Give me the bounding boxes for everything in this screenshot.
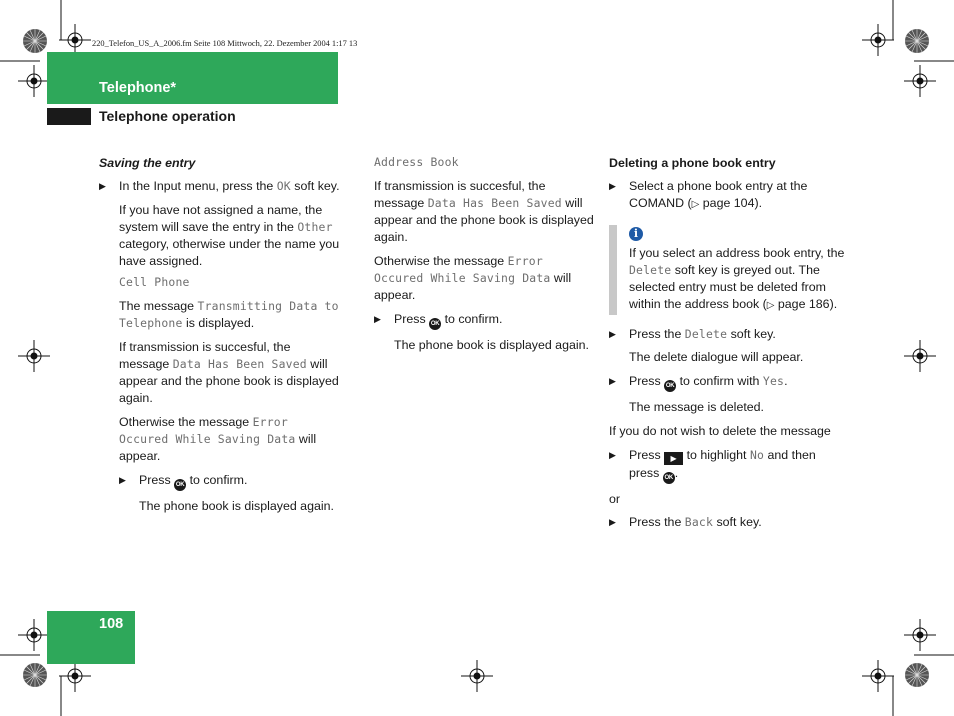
crosshair-mark-left-middle bbox=[18, 340, 50, 372]
text-run: will appear and the phone book is displayed again. bbox=[119, 357, 339, 405]
body-paragraph: The delete dialogue will appear. bbox=[629, 350, 804, 364]
instruction-step bbox=[609, 178, 849, 213]
or-text: or bbox=[609, 492, 621, 506]
text-run: will appear. bbox=[374, 271, 572, 302]
crosshair-mark-right-upper bbox=[904, 65, 936, 97]
ok-button-icon: OK bbox=[663, 472, 675, 484]
display-text-cell-phone: Cell Phone bbox=[119, 275, 190, 289]
info-note bbox=[609, 225, 849, 314]
deleting-entry-heading: Deleting a phone book entry bbox=[609, 156, 776, 170]
bullet-arrow-icon: ▶ bbox=[609, 329, 616, 339]
play-button-icon: ▶ bbox=[664, 452, 683, 465]
display-text-error: Error Occured While Saving Data bbox=[374, 254, 551, 285]
step-text: In the Input menu, press the bbox=[119, 179, 277, 193]
crosshair-mark-right-middle bbox=[904, 340, 936, 372]
column-3 bbox=[609, 155, 849, 531]
subsection-marker bbox=[47, 108, 91, 125]
instruction-step bbox=[374, 311, 596, 330]
bullet-arrow-icon: ▶ bbox=[609, 450, 616, 460]
step-text: soft key. bbox=[727, 327, 776, 341]
starburst-mark-bottom-right bbox=[904, 662, 930, 688]
crosshair-mark-bottom-center bbox=[461, 660, 493, 692]
display-text-error: Error Occured While Saving Data bbox=[119, 415, 296, 446]
display-text-saved: Data Has Been Saved bbox=[172, 357, 307, 371]
column-2 bbox=[374, 154, 596, 354]
ok-button-icon: OK bbox=[174, 479, 186, 491]
file-header-line: 220_Telefon_US_A_2006.fm Seite 108 Mittwoch, 22. Dezember 2004 1:17 13 bbox=[92, 39, 358, 48]
column-1 bbox=[99, 155, 344, 515]
starburst-mark-bottom-left bbox=[22, 662, 48, 688]
softkey-delete: Delete bbox=[629, 263, 672, 277]
body-paragraph bbox=[119, 202, 344, 270]
body-paragraph bbox=[119, 339, 344, 407]
info-text bbox=[629, 245, 849, 314]
text-run: Otherwise the message bbox=[119, 415, 253, 429]
text-run: If you have not assigned a name, the system will save the entry in the bbox=[119, 203, 323, 234]
page-number: 108 bbox=[99, 616, 124, 632]
text-run: If you select an address book entry, the bbox=[629, 246, 845, 260]
text-run: If transmission is succesful, the message bbox=[119, 340, 291, 371]
crosshair-mark-bottom-right bbox=[862, 660, 894, 692]
bullet-arrow-icon: ▶ bbox=[609, 181, 616, 191]
starburst-mark-top-right bbox=[904, 28, 930, 54]
ok-button-icon: OK bbox=[429, 318, 441, 330]
subsection-title: Telephone operation bbox=[99, 108, 236, 124]
step-text: Press the bbox=[629, 515, 685, 529]
body-paragraph bbox=[119, 414, 344, 465]
starburst-mark-top-left bbox=[22, 28, 48, 54]
step-text: Press bbox=[139, 473, 175, 487]
instruction-step bbox=[119, 472, 344, 491]
instruction-step bbox=[609, 326, 849, 343]
section-header-bar bbox=[47, 52, 338, 104]
bullet-arrow-icon: ▶ bbox=[99, 181, 106, 191]
ok-button-icon: OK bbox=[664, 380, 676, 392]
text-run: Otherwise the message bbox=[374, 254, 508, 268]
crosshair-mark-bottom-left bbox=[59, 660, 91, 692]
text-run: will appear and the phone book is displayed again. bbox=[374, 196, 594, 244]
text-run: If transmission is succesful, the message bbox=[374, 179, 546, 210]
crosshair-mark-left-upper bbox=[18, 65, 50, 97]
crosshair-mark-right-lower bbox=[904, 619, 936, 651]
softkey-delete: Delete bbox=[684, 327, 728, 341]
info-icon: i bbox=[629, 227, 643, 241]
text-run: soft key is greyed out. The selected entry must be deleted from within the address book ( bbox=[629, 263, 826, 311]
bullet-arrow-icon: ▶ bbox=[374, 314, 381, 324]
display-text-other: Other bbox=[297, 220, 333, 234]
text-run: category, otherwise under the name you have assigned. bbox=[119, 237, 340, 268]
step-text: . bbox=[784, 374, 788, 388]
step-text: and then press bbox=[629, 448, 816, 480]
instruction-step bbox=[99, 178, 344, 195]
step-text: Press the bbox=[629, 327, 685, 341]
step-text: Press bbox=[629, 374, 665, 388]
softkey-ok: OK bbox=[276, 179, 291, 193]
instruction-step bbox=[609, 514, 849, 531]
display-text-yes: Yes bbox=[762, 374, 785, 388]
page-reference-arrow-icon: ▷ bbox=[691, 199, 700, 210]
body-paragraph: The message is deleted. bbox=[629, 400, 764, 414]
instruction-step bbox=[609, 447, 849, 484]
crosshair-mark-top-right bbox=[862, 24, 894, 56]
bullet-arrow-icon: ▶ bbox=[609, 376, 616, 386]
step-text: to confirm. bbox=[186, 473, 248, 487]
body-paragraph bbox=[119, 298, 344, 332]
display-text-no: No bbox=[749, 448, 765, 462]
step-text: to confirm. bbox=[441, 312, 503, 326]
display-text-transmitting: Transmitting Data to Telephone bbox=[119, 299, 339, 330]
body-paragraph: If you do not wish to delete the message bbox=[609, 424, 831, 438]
section-title: Telephone* bbox=[99, 80, 177, 96]
step-text: to highlight bbox=[683, 448, 750, 462]
softkey-back: Back bbox=[684, 515, 714, 529]
step-text: Select a phone book entry at the COMAND ( bbox=[629, 179, 808, 210]
display-text-saved: Data Has Been Saved bbox=[427, 196, 562, 210]
text-run: page 186). bbox=[774, 297, 838, 311]
bullet-arrow-icon: ▶ bbox=[119, 475, 126, 485]
info-note-bar bbox=[609, 225, 617, 315]
saving-entry-heading: Saving the entry bbox=[99, 156, 196, 170]
instruction-step bbox=[609, 373, 849, 392]
indented-block bbox=[99, 202, 344, 515]
body-paragraph: The phone book is displayed again. bbox=[139, 499, 334, 513]
step-text: soft key. bbox=[290, 179, 340, 193]
body-paragraph bbox=[374, 178, 596, 246]
step-text: soft key. bbox=[713, 515, 762, 529]
step-text: Press bbox=[629, 448, 665, 462]
body-paragraph bbox=[374, 253, 596, 304]
step-text: . bbox=[674, 466, 679, 480]
crosshair-mark-left-lower bbox=[18, 619, 50, 651]
page-reference-arrow-icon: ▷ bbox=[766, 300, 775, 311]
step-text: page 104). bbox=[699, 196, 763, 210]
step-text: Press bbox=[394, 312, 430, 326]
text-run: will appear. bbox=[119, 432, 317, 463]
text-run: is displayed. bbox=[182, 316, 255, 330]
bullet-arrow-icon: ▶ bbox=[609, 517, 616, 527]
body-paragraph: The phone book is displayed again. bbox=[394, 338, 589, 352]
display-text-address-book: Address Book bbox=[374, 155, 459, 169]
step-text: to confirm with bbox=[676, 374, 763, 388]
text-run: The message bbox=[119, 299, 198, 313]
